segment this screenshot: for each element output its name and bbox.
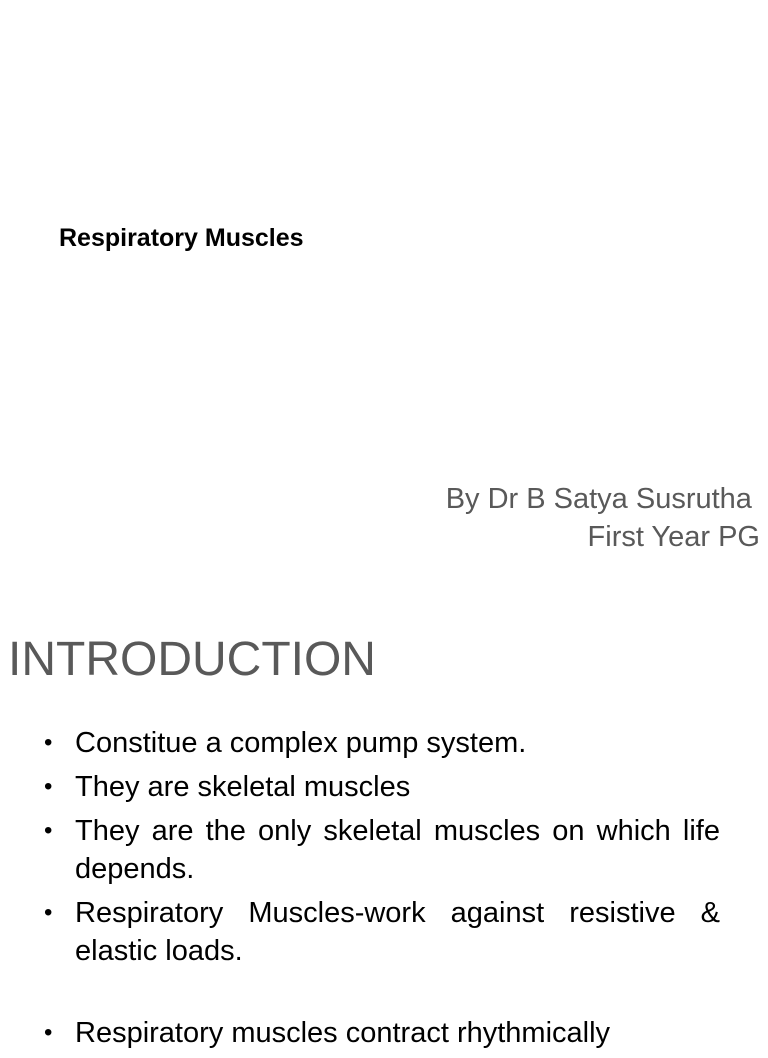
bullet-icon: • xyxy=(44,899,53,926)
author-line: By Dr B Satya Susrutha xyxy=(445,483,760,515)
introduction-slide xyxy=(0,576,768,1049)
bullet-text: Respiratory Muscles-work against resistive & elastic loads. xyxy=(75,897,720,967)
bullet-text: They are skeletal muscles xyxy=(75,771,411,803)
bullet-icon: • xyxy=(44,1019,53,1046)
list-item xyxy=(44,724,720,762)
slide-subtitle xyxy=(446,480,760,556)
role-line: First Year PG xyxy=(587,521,760,553)
bullet-icon: • xyxy=(44,817,53,844)
bullet-icon: • xyxy=(44,729,53,756)
section-heading: INTRODUCTION xyxy=(8,633,376,686)
slide-title: Respiratory Muscles xyxy=(59,224,304,252)
list-item xyxy=(44,1014,720,1052)
bullet-icon: • xyxy=(44,773,53,800)
list-item xyxy=(44,812,720,888)
bullet-text: They are the only skeletal muscles on which life depends. xyxy=(75,815,720,885)
bullet-text: Constitue a complex pump system. xyxy=(75,727,527,759)
bullet-text: Respiratory muscles contract rhythmically xyxy=(75,1017,611,1049)
list-item xyxy=(44,768,720,806)
list-item xyxy=(44,894,720,970)
bullet-list xyxy=(44,724,720,1058)
